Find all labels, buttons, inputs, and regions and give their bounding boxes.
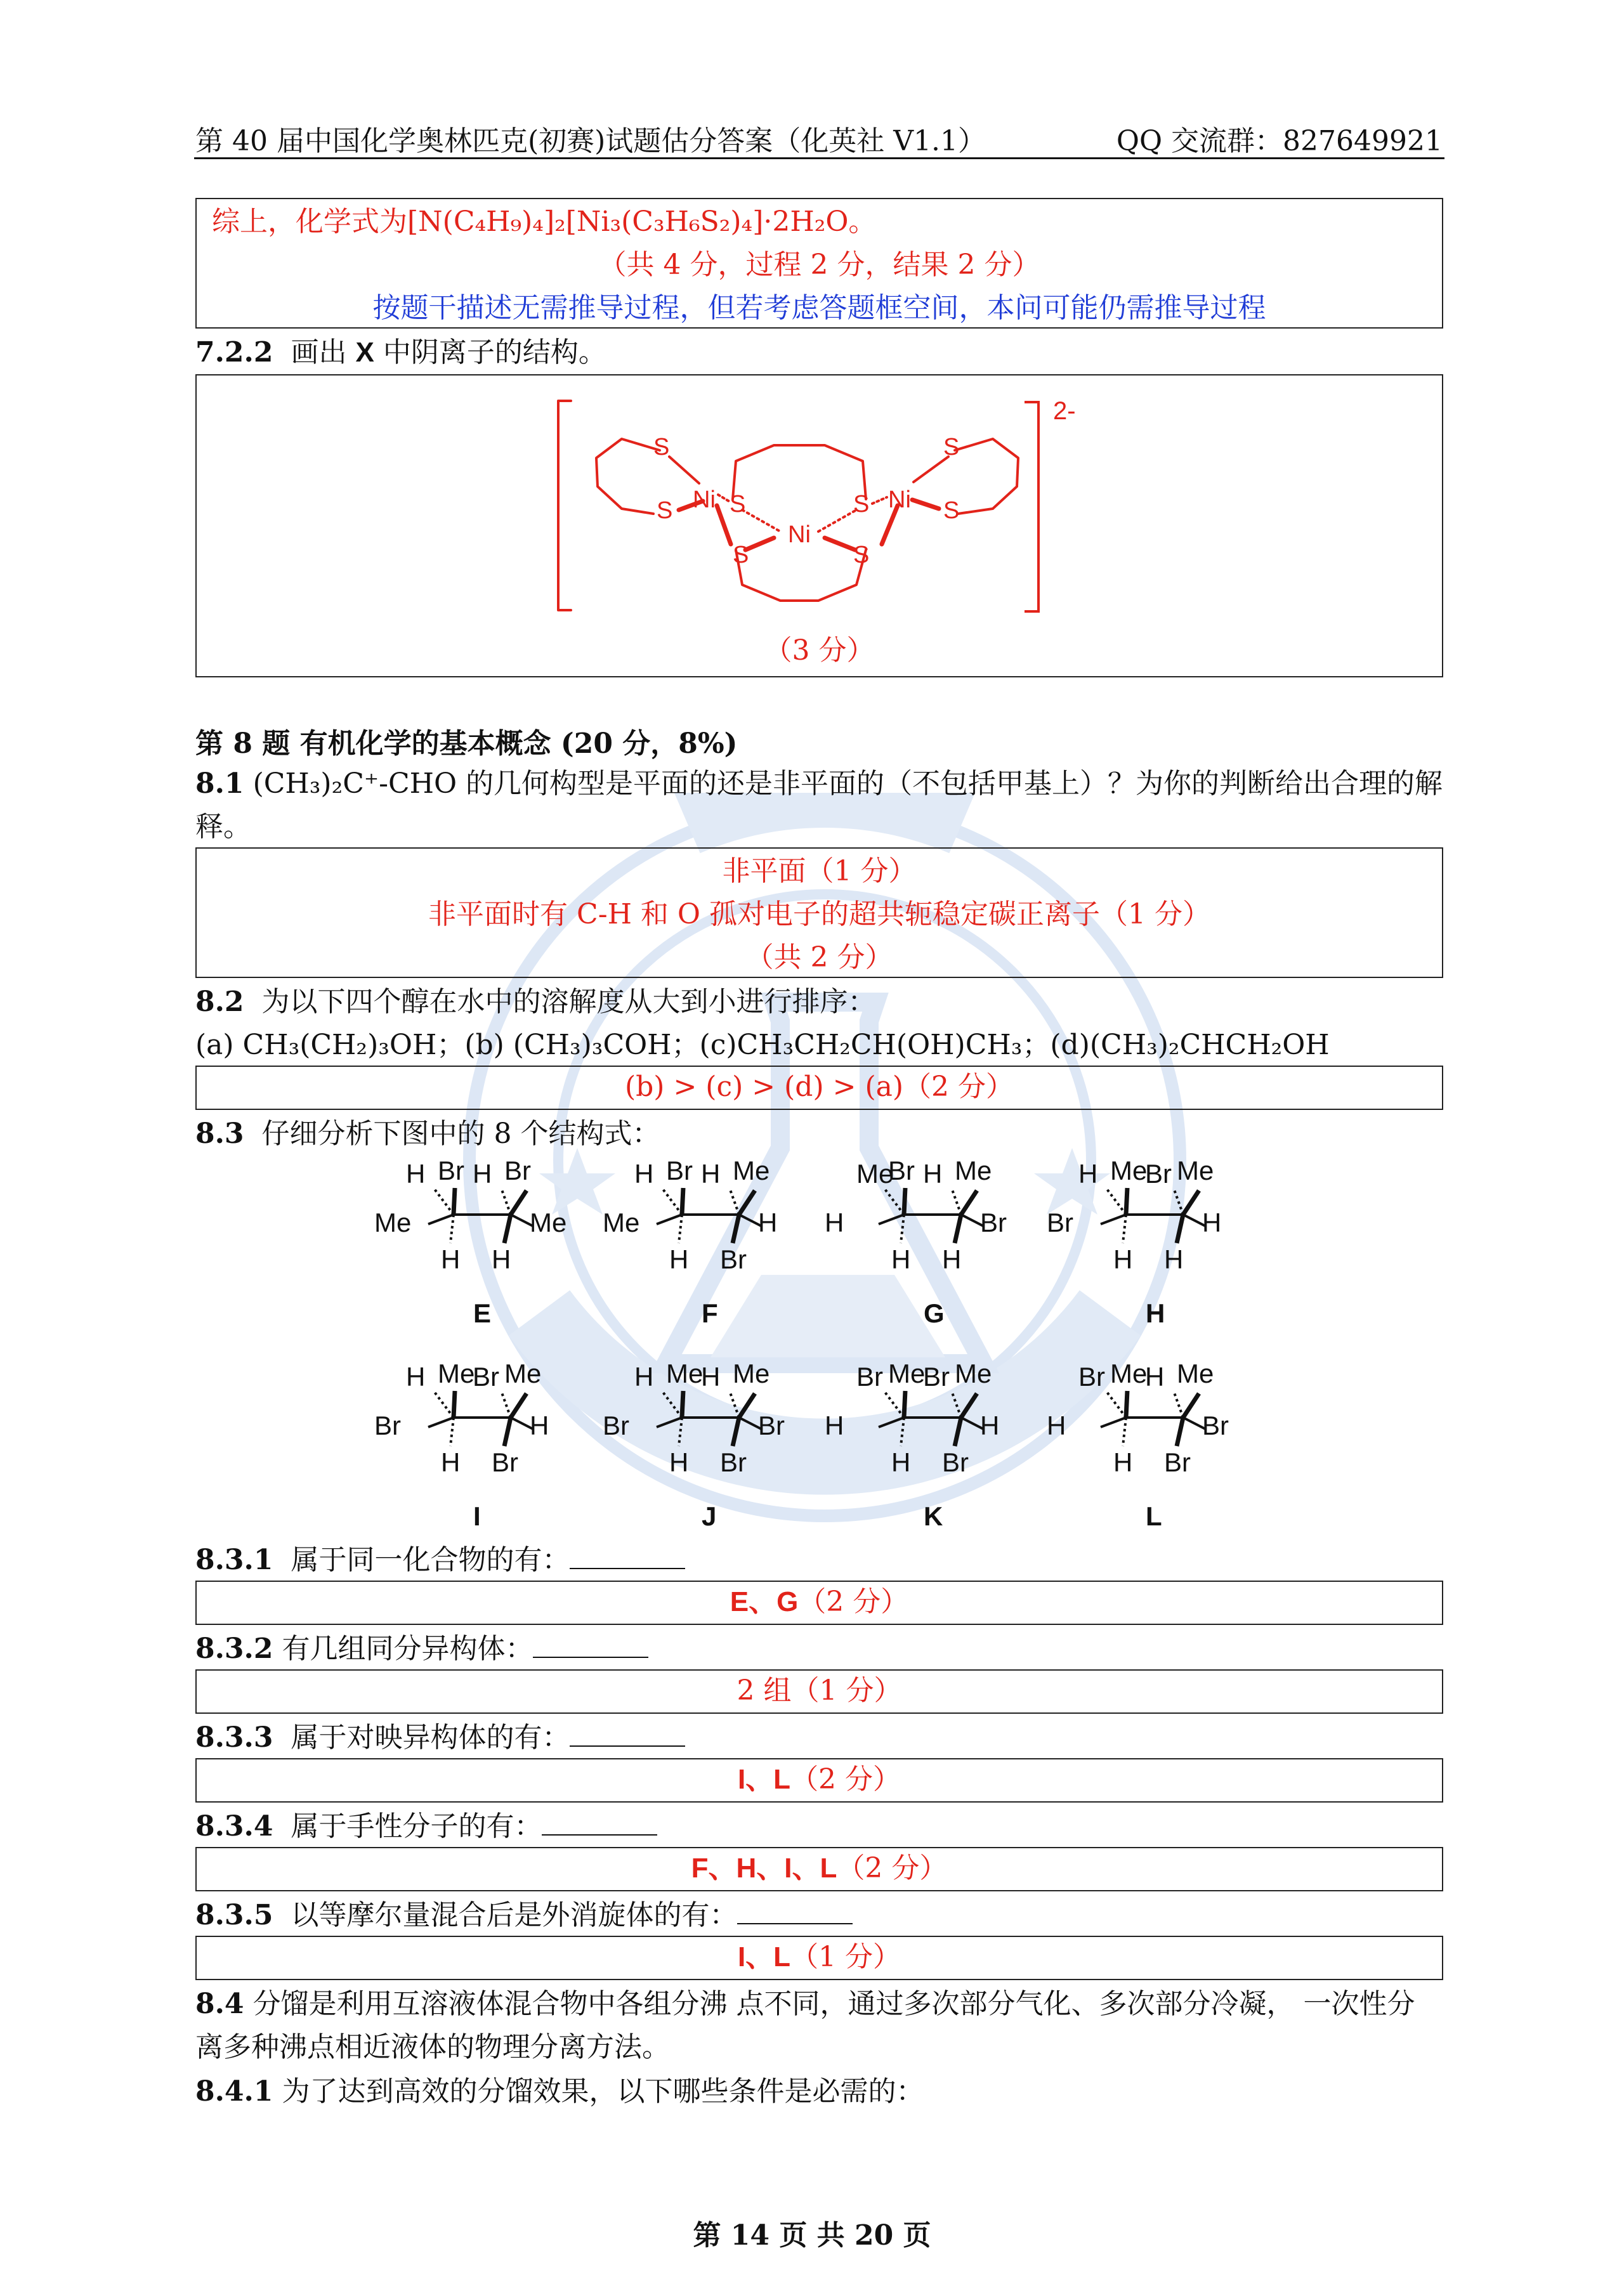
structure-score: （3 分） bbox=[764, 634, 875, 667]
substituent-label: H bbox=[441, 1244, 461, 1274]
bond bbox=[733, 1215, 739, 1243]
answer-8-3-4: F、H、I、L（2 分） bbox=[691, 1852, 948, 1884]
sulfur-atom: S bbox=[733, 542, 749, 568]
question-8-2-options: (a) CH₃(CH₂)₃OH；(b) (CH₃)₃COH；(c)CH₃CH₂CH(OH)CH₃；(d)(CH₃)₂CHCH₂OH bbox=[195, 1029, 1330, 1061]
substituent-label: Br bbox=[1202, 1411, 1229, 1440]
structure-label: I bbox=[473, 1501, 481, 1531]
header-title: 第 40 届中国化学奥林匹克(初赛)试题估分答案（化英社 V1.1） bbox=[195, 125, 986, 157]
answer-box-8-3-4 bbox=[195, 1847, 1443, 1891]
substituent-label: Br bbox=[438, 1156, 464, 1185]
substituent-label: H bbox=[1047, 1411, 1066, 1440]
charge-label: 2- bbox=[1053, 397, 1076, 425]
substituent-label: H bbox=[980, 1411, 1000, 1440]
bond bbox=[679, 1215, 682, 1243]
bond bbox=[454, 1391, 455, 1418]
substituent-label: H bbox=[1145, 1362, 1165, 1392]
substituent-label: H bbox=[1078, 1159, 1098, 1189]
bond bbox=[428, 1215, 454, 1224]
substituent-label: H bbox=[891, 1447, 911, 1477]
substituent-label: Br bbox=[980, 1208, 1007, 1237]
substituent-label: Me bbox=[955, 1156, 992, 1185]
bond bbox=[1123, 1215, 1126, 1243]
bond bbox=[428, 1418, 454, 1427]
sulfur-atom: S bbox=[657, 497, 673, 524]
substituent-label: Me bbox=[438, 1359, 475, 1388]
bond bbox=[739, 1393, 755, 1418]
bracket-right bbox=[1018, 401, 1069, 616]
structures-grid bbox=[0, 1154, 1624, 1535]
question-8-3: 8.3 仔细分析下图中的 8 个结构式： bbox=[195, 1118, 660, 1150]
bond bbox=[961, 1393, 977, 1418]
substituent-label: Br bbox=[923, 1362, 950, 1392]
substituent-label: Me bbox=[1110, 1359, 1148, 1388]
answer-8-3-5: I、L（1 分） bbox=[737, 1941, 901, 1973]
bond bbox=[679, 1418, 682, 1446]
nickel-atom: Ni bbox=[693, 486, 716, 513]
bond bbox=[1101, 1215, 1126, 1224]
question-7-2-2: 7.2.2 画出 X 中阴离子的结构。 bbox=[195, 336, 606, 369]
page-footer: 第 14 页 共 20 页 bbox=[693, 2219, 931, 2252]
question-8-2: 8.2 为以下四个醇在水中的溶解度从大到小进行排序： bbox=[195, 986, 876, 1018]
question-8-4-cont: 离多种沸点相近液体的物理分离方法。 bbox=[195, 2031, 670, 2063]
bond bbox=[511, 1190, 527, 1215]
bond bbox=[504, 1418, 511, 1446]
substituent-label: Br bbox=[603, 1411, 629, 1440]
answer-box-8-3-2 bbox=[195, 1669, 1443, 1714]
substituent-label: Me bbox=[666, 1359, 704, 1388]
bond bbox=[1183, 1190, 1199, 1215]
substituent-label: Me bbox=[856, 1159, 894, 1189]
answer-box-8-3-5 bbox=[195, 1936, 1443, 1980]
header-qq: QQ 交流群：827649921 bbox=[1116, 125, 1443, 157]
header-rule bbox=[194, 157, 1444, 159]
substituent-label: Me bbox=[1177, 1156, 1214, 1185]
answer-8-1-a: 非平面（1 分） bbox=[722, 855, 917, 887]
bond bbox=[454, 1188, 455, 1215]
bond bbox=[952, 1391, 961, 1418]
bond bbox=[1107, 1392, 1126, 1418]
bond bbox=[450, 1215, 454, 1243]
bond bbox=[739, 1190, 755, 1215]
bond bbox=[901, 1418, 904, 1446]
bond bbox=[511, 1393, 527, 1418]
bond bbox=[885, 1392, 904, 1418]
substituent-label: Br bbox=[856, 1362, 883, 1392]
bond bbox=[952, 1188, 961, 1215]
bond bbox=[663, 1392, 682, 1418]
bond bbox=[1177, 1418, 1183, 1446]
substituent-label: Br bbox=[758, 1411, 785, 1440]
substituent-label: Br bbox=[492, 1447, 518, 1477]
bond bbox=[1174, 1391, 1183, 1418]
answer-8-1-c: （共 2 分） bbox=[745, 941, 893, 974]
sulfur-atom: S bbox=[943, 497, 960, 524]
answer-8-3-1: E、G（2 分） bbox=[730, 1586, 909, 1618]
answer-box-structure bbox=[195, 374, 1443, 677]
substituent-label: H bbox=[1113, 1244, 1133, 1274]
question-8-4: 8.4 分馏是利用互溶液体混合物中各组分沸 点不同，通过多次部分气化、多次部分冷凝， 一次性分 bbox=[195, 1988, 1415, 2020]
bond bbox=[961, 1190, 977, 1215]
structure-label: E bbox=[473, 1298, 492, 1328]
bond bbox=[501, 1391, 511, 1418]
bond bbox=[730, 1188, 739, 1215]
answer-8-2: (b) > (c) > (d) > (a)（2 分） bbox=[624, 1071, 1014, 1103]
bond bbox=[904, 1188, 905, 1215]
sulfur-atom: S bbox=[853, 491, 870, 518]
nickel-atom: Ni bbox=[888, 486, 911, 513]
answer-box-8-2 bbox=[195, 1066, 1443, 1110]
substituent-label: Me bbox=[504, 1359, 542, 1388]
substituent-label: H bbox=[942, 1244, 962, 1274]
answer-8-3-2: 2 组（1 分） bbox=[737, 1674, 902, 1707]
substituent-label: H bbox=[891, 1244, 911, 1274]
substituent-label: H bbox=[825, 1208, 844, 1237]
bond bbox=[504, 1215, 511, 1243]
answer-box-8-1 bbox=[195, 847, 1443, 978]
bond bbox=[730, 1391, 739, 1418]
substituent-label: Br bbox=[1145, 1159, 1172, 1189]
substituent-label: Me bbox=[888, 1359, 926, 1388]
substituent-label: Br bbox=[504, 1156, 531, 1185]
question-8-3-2: 8.3.2 有几组同分异构体： bbox=[195, 1631, 648, 1667]
substituent-label: H bbox=[406, 1159, 426, 1189]
substituent-label: Br bbox=[888, 1156, 915, 1185]
substituent-label: H bbox=[634, 1362, 654, 1392]
bond bbox=[1123, 1418, 1126, 1446]
sulfur-atom: S bbox=[853, 542, 870, 568]
substituent-label: Br bbox=[473, 1362, 499, 1392]
substituent-label: Br bbox=[1164, 1447, 1191, 1477]
bond bbox=[1126, 1188, 1127, 1215]
substituent-label: Me bbox=[1177, 1359, 1214, 1388]
formula-line: 综上，化学式为[N(C₄H₉)₄]₂[Ni₃(C₃H₆S₂)₄]·2H₂O。 bbox=[212, 205, 877, 238]
bond bbox=[1107, 1189, 1126, 1215]
bond bbox=[955, 1418, 961, 1446]
substituent-label: H bbox=[530, 1411, 549, 1440]
question-8-1-cont: 释。 bbox=[195, 811, 251, 843]
bond bbox=[450, 1418, 454, 1446]
substituent-label: H bbox=[1164, 1244, 1184, 1274]
bond bbox=[901, 1215, 904, 1243]
score-line: （共 4 分，过程 2 分，结果 2 分） bbox=[598, 249, 1040, 281]
bond bbox=[657, 1215, 682, 1224]
bond bbox=[1177, 1215, 1183, 1243]
bond bbox=[733, 1418, 739, 1446]
bond bbox=[955, 1215, 961, 1243]
sulfur-atom: S bbox=[730, 491, 746, 518]
substituent-label: H bbox=[923, 1159, 943, 1189]
substituent-label: Me bbox=[733, 1156, 770, 1185]
answer-8-1-b: 非平面时有 C-H 和 O 孤对电子的超共轭稳定碳正离子（1 分） bbox=[428, 898, 1210, 930]
substituent-label: H bbox=[701, 1159, 721, 1189]
answer-box-8-3-1 bbox=[195, 1581, 1443, 1625]
question-8-3-1: 8.3.1 属于同一化合物的有： bbox=[195, 1543, 685, 1578]
substituent-label: Br bbox=[720, 1244, 747, 1274]
substituent-label: Me bbox=[374, 1208, 412, 1237]
section-8-title: 第 8 题 有机化学的基本概念 (20 分，8%) bbox=[195, 727, 738, 760]
question-8-3-3: 8.3.3 属于对映异构体的有： bbox=[195, 1720, 685, 1756]
substituent-label: Br bbox=[374, 1411, 401, 1440]
substituent-label: Br bbox=[1047, 1208, 1073, 1237]
bond bbox=[663, 1189, 682, 1215]
bond bbox=[1174, 1188, 1183, 1215]
substituent-label: H bbox=[406, 1362, 426, 1392]
bond bbox=[1101, 1418, 1126, 1427]
question-8-3-4: 8.3.4 属于手性分子的有： bbox=[195, 1809, 657, 1844]
bond bbox=[1126, 1391, 1127, 1418]
sulfur-atom: S bbox=[943, 434, 960, 460]
substituent-label: H bbox=[441, 1447, 461, 1477]
bond bbox=[879, 1418, 904, 1427]
answer-box-formula bbox=[195, 198, 1443, 329]
bond bbox=[435, 1392, 454, 1418]
structure-label: G bbox=[924, 1298, 945, 1328]
substituent-label: Br bbox=[720, 1447, 747, 1477]
substituent-label: Me bbox=[1110, 1156, 1148, 1185]
nickel-atom: Ni bbox=[788, 521, 811, 548]
substituent-label: H bbox=[701, 1362, 721, 1392]
substituent-label: Me bbox=[530, 1208, 567, 1237]
substituent-label: Br bbox=[1078, 1362, 1105, 1392]
question-8-4-1: 8.4.1 为了达到高效的分馏效果，以下哪些条件是必需的： bbox=[195, 2075, 924, 2108]
bond bbox=[682, 1391, 683, 1418]
note-line: 按题干描述无需推导过程，但若考虑答题框空间，本问可能仍需推导过程 bbox=[372, 292, 1266, 324]
structure-label: F bbox=[702, 1298, 718, 1328]
substituent-label: H bbox=[634, 1159, 654, 1189]
substituent-label: H bbox=[669, 1447, 689, 1477]
substituent-label: H bbox=[669, 1244, 689, 1274]
bond bbox=[879, 1215, 904, 1224]
structure-label: J bbox=[702, 1501, 717, 1531]
substituent-label: Br bbox=[666, 1156, 693, 1185]
sulfur-atom: S bbox=[653, 434, 670, 460]
bond bbox=[885, 1189, 904, 1215]
substituent-label: H bbox=[492, 1244, 511, 1274]
question-8-1: 8.1 (CH₃)₂C⁺-CHO 的几何构型是平面的还是非平面的（不包括甲基上）？为你的判断给出合理的解 bbox=[195, 767, 1443, 800]
structure-label: K bbox=[924, 1501, 943, 1531]
substituent-label: Me bbox=[955, 1359, 992, 1388]
answer-8-3-3: I、L（2 分） bbox=[737, 1763, 901, 1796]
substituent-label: H bbox=[758, 1208, 778, 1237]
substituent-label: Br bbox=[942, 1447, 969, 1477]
substituent-label: Me bbox=[603, 1208, 640, 1237]
substituent-label: H bbox=[1113, 1447, 1133, 1477]
substituent-label: H bbox=[825, 1411, 844, 1440]
substituent-label: H bbox=[1202, 1208, 1222, 1237]
bond bbox=[1183, 1393, 1199, 1418]
bond bbox=[657, 1418, 682, 1427]
structure-label: H bbox=[1146, 1298, 1165, 1328]
substituent-label: Me bbox=[733, 1359, 770, 1388]
bond bbox=[435, 1189, 454, 1215]
answer-box-8-3-3 bbox=[195, 1758, 1443, 1803]
bond bbox=[682, 1188, 683, 1215]
structure-label: L bbox=[1146, 1501, 1162, 1531]
bond bbox=[904, 1391, 905, 1418]
bond bbox=[501, 1188, 511, 1215]
question-8-3-5: 8.3.5 以等摩尔量混合后是外消旋体的有： bbox=[195, 1898, 853, 1933]
substituent-label: H bbox=[473, 1159, 492, 1189]
